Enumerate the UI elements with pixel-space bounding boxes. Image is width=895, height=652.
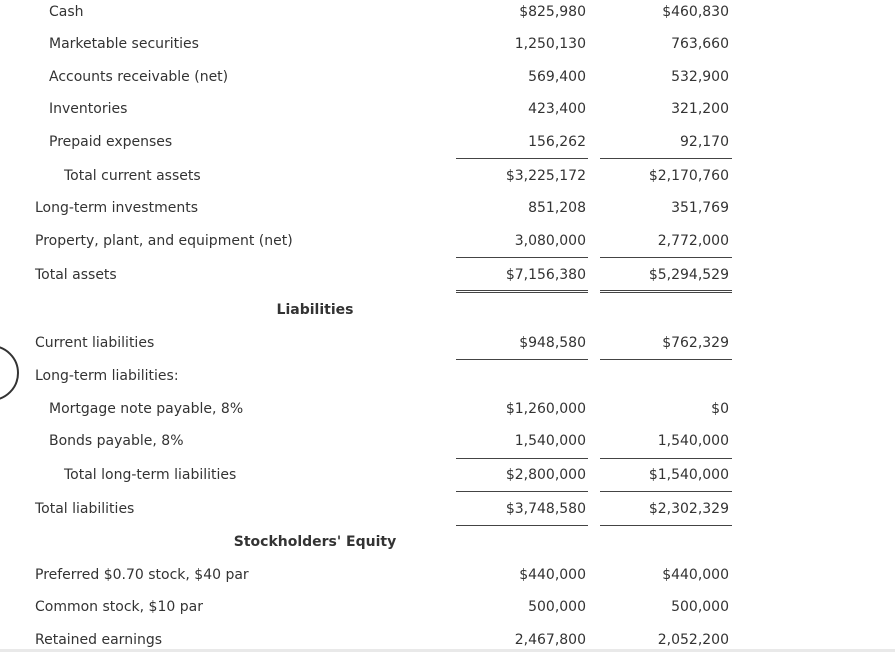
total-double-rule bbox=[600, 290, 732, 293]
row-label: Long-term liabilities: bbox=[35, 368, 179, 384]
value-current-year: 500,000 bbox=[528, 599, 586, 615]
section-heading-row bbox=[0, 532, 895, 552]
row-label: Total liabilities bbox=[35, 501, 135, 517]
value-current-year: 851,208 bbox=[528, 200, 586, 216]
row-label: Long-term investments bbox=[35, 200, 198, 216]
value-current-year: 1,540,000 bbox=[514, 433, 586, 449]
table-row bbox=[0, 499, 895, 519]
section-heading-row bbox=[0, 300, 895, 320]
table-row bbox=[0, 99, 895, 119]
value-current-year: $1,260,000 bbox=[505, 401, 586, 417]
table-row bbox=[0, 67, 895, 87]
value-prior-year: 763,660 bbox=[671, 36, 729, 52]
value-prior-year: 532,900 bbox=[671, 69, 729, 85]
value-prior-year: $762,329 bbox=[662, 335, 729, 351]
value-current-year: $3,748,580 bbox=[505, 501, 586, 517]
subtotal-rule bbox=[600, 158, 732, 159]
value-current-year: 423,400 bbox=[528, 101, 586, 117]
row-label: Mortgage note payable, 8% bbox=[49, 401, 244, 417]
value-current-year: $948,580 bbox=[519, 335, 586, 351]
subtotal-rule bbox=[456, 458, 588, 459]
row-label: Retained earnings bbox=[35, 632, 163, 648]
table-row bbox=[0, 399, 895, 419]
section-heading-liabilities: Liabilities bbox=[276, 302, 354, 318]
value-current-year: $440,000 bbox=[519, 567, 586, 583]
section-heading-equity: Stockholders' Equity bbox=[233, 534, 397, 550]
value-current-year: $3,225,172 bbox=[505, 168, 586, 184]
value-prior-year: $440,000 bbox=[662, 567, 729, 583]
value-prior-year: 2,052,200 bbox=[657, 632, 729, 648]
value-current-year: 3,080,000 bbox=[514, 233, 586, 249]
subtotal-rule bbox=[456, 491, 588, 492]
value-current-year: 569,400 bbox=[528, 69, 586, 85]
value-current-year: 156,262 bbox=[528, 134, 586, 150]
row-label: Bonds payable, 8% bbox=[49, 433, 184, 449]
value-prior-year: 2,772,000 bbox=[657, 233, 729, 249]
row-label: Cash bbox=[49, 4, 84, 20]
subtotal-rule bbox=[456, 525, 588, 526]
table-row bbox=[0, 366, 895, 386]
table-row bbox=[0, 198, 895, 218]
row-label: Total assets bbox=[35, 267, 117, 283]
subtotal-rule bbox=[600, 359, 732, 360]
subtotal-rule bbox=[456, 158, 588, 159]
table-row bbox=[0, 166, 895, 186]
table-row bbox=[0, 2, 895, 22]
value-current-year: 2,467,800 bbox=[514, 632, 586, 648]
subtotal-rule bbox=[600, 458, 732, 459]
value-current-year: $2,800,000 bbox=[505, 467, 586, 483]
row-label: Common stock, $10 par bbox=[35, 599, 203, 615]
subtotal-rule bbox=[600, 491, 732, 492]
value-prior-year: 1,540,000 bbox=[657, 433, 729, 449]
row-label: Inventories bbox=[49, 101, 128, 117]
row-label: Property, plant, and equipment (net) bbox=[35, 233, 293, 249]
table-row bbox=[0, 565, 895, 585]
table-row bbox=[0, 231, 895, 251]
value-prior-year: $2,170,760 bbox=[648, 168, 729, 184]
subtotal-rule bbox=[600, 257, 732, 258]
value-prior-year: 351,769 bbox=[671, 200, 729, 216]
value-prior-year: $5,294,529 bbox=[648, 267, 729, 283]
row-label: Marketable securities bbox=[49, 36, 199, 52]
value-current-year: $825,980 bbox=[519, 4, 586, 20]
value-prior-year: $0 bbox=[711, 401, 729, 417]
value-prior-year: $1,540,000 bbox=[648, 467, 729, 483]
row-label: Current liabilities bbox=[35, 335, 155, 351]
row-label: Accounts receivable (net) bbox=[49, 69, 229, 85]
table-row bbox=[0, 630, 895, 650]
value-current-year: $7,156,380 bbox=[505, 267, 586, 283]
subtotal-rule bbox=[600, 525, 732, 526]
subtotal-rule bbox=[456, 257, 588, 258]
table-row bbox=[0, 431, 895, 451]
total-double-rule bbox=[456, 290, 588, 293]
table-row bbox=[0, 597, 895, 617]
table-row bbox=[0, 333, 895, 353]
table-row bbox=[0, 265, 895, 285]
value-prior-year: 321,200 bbox=[671, 101, 729, 117]
value-prior-year: $2,302,329 bbox=[648, 501, 729, 517]
value-prior-year: 92,170 bbox=[680, 134, 729, 150]
value-prior-year: 500,000 bbox=[671, 599, 729, 615]
row-label: Preferred $0.70 stock, $40 par bbox=[35, 567, 249, 583]
table-row bbox=[0, 465, 895, 485]
table-row bbox=[0, 34, 895, 54]
cursor-ring-indicator bbox=[0, 345, 19, 401]
row-label: Prepaid expenses bbox=[49, 134, 173, 150]
row-label: Total current assets bbox=[64, 168, 201, 184]
subtotal-rule bbox=[456, 359, 588, 360]
row-label: Total long-term liabilities bbox=[64, 467, 237, 483]
value-current-year: 1,250,130 bbox=[514, 36, 586, 52]
value-prior-year: $460,830 bbox=[662, 4, 729, 20]
table-row bbox=[0, 132, 895, 152]
